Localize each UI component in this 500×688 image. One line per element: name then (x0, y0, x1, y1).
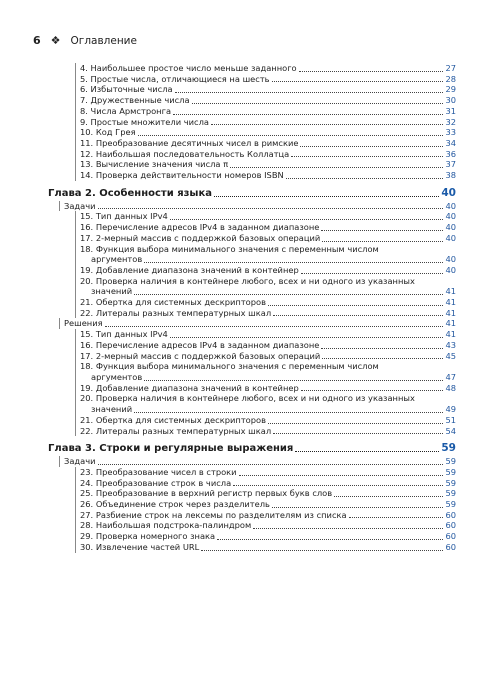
toc-entry[interactable] (80, 308, 456, 319)
indent-rule (75, 478, 76, 489)
indent-rule (75, 244, 76, 265)
toc-page-number[interactable]: 33 (445, 127, 456, 138)
toc-entry[interactable] (80, 233, 456, 244)
ornament-icon: ❖ (50, 34, 61, 47)
toc-page-number[interactable]: 31 (445, 105, 456, 116)
dot-leader (272, 507, 444, 508)
toc-entry-title: 13. Вычисление значения числа π (80, 159, 229, 170)
page-number: 6 (33, 34, 41, 47)
toc-page-number[interactable]: 49 (445, 404, 456, 415)
toc-entry[interactable] (80, 361, 456, 382)
indent-rule (75, 340, 76, 351)
toc-entry-title: 9. Простые множители числа (80, 116, 209, 127)
toc-page-number[interactable]: 51 (445, 414, 456, 425)
toc-page-number[interactable]: 40 (445, 222, 456, 233)
dot-leader (230, 167, 443, 168)
dot-leader (253, 528, 443, 529)
toc-entry[interactable] (80, 478, 456, 489)
dot-leader (268, 305, 443, 306)
toc-entry-title: 19. Добавление диапазона значений в контейнер (80, 264, 299, 275)
toc-entry-title-continuation: аргументов (91, 254, 143, 265)
toc-entry-title-continuation: значений (91, 404, 133, 415)
indent-rule (75, 426, 76, 437)
toc-entry[interactable] (80, 211, 456, 222)
toc-entry-title: 29. Проверка номерного знака (80, 531, 216, 542)
toc-chapter-entry[interactable] (48, 442, 456, 455)
indent-rule (75, 520, 76, 531)
toc-entry[interactable] (80, 531, 456, 542)
toc-page-number[interactable]: 40 (445, 211, 456, 222)
running-title: Оглавление (70, 34, 137, 47)
toc-entry-title: 15. Тип данных IPv4 (80, 329, 168, 340)
dot-leader (138, 135, 444, 136)
indent-rule (75, 393, 76, 414)
toc-entry[interactable] (80, 351, 456, 362)
dot-leader (322, 358, 443, 359)
dot-leader (173, 114, 443, 115)
toc-page-number[interactable]: 40 (445, 200, 456, 211)
dot-leader (301, 273, 444, 274)
indent-rule (75, 383, 76, 394)
toc-entry-title-continuation: аргументов (91, 371, 143, 382)
toc-entry-title: 24. Преобразование строк в числа (80, 477, 232, 488)
toc-entry-title: 5. Простые числа, отличающиеся на шесть (80, 73, 270, 84)
toc-entry-title: 6. Избыточные числа (80, 84, 173, 95)
toc-page-number[interactable]: 38 (445, 170, 456, 181)
toc-page-number[interactable]: 47 (445, 371, 456, 382)
indent-rule (75, 329, 76, 340)
toc-page-number[interactable]: 40 (445, 264, 456, 275)
dot-leader (272, 81, 444, 82)
indent-rule (75, 531, 76, 542)
toc-entry-title: 22. Литералы разных температурных шкал (80, 307, 272, 318)
toc-page-number[interactable]: 29 (445, 84, 456, 95)
toc-entry[interactable] (80, 467, 456, 478)
toc-entry[interactable] (80, 265, 456, 276)
indent-rule (75, 308, 76, 319)
toc-entry[interactable] (80, 117, 456, 128)
toc-entry-title: 15. Тип данных IPv4 (80, 211, 168, 222)
toc-page-number[interactable]: 54 (445, 425, 456, 436)
indent-rule (75, 351, 76, 362)
toc-page-number[interactable]: 43 (445, 339, 456, 350)
toc-entry[interactable] (80, 95, 456, 106)
indent-rule (75, 415, 76, 426)
indent-rule (75, 138, 76, 149)
toc-entry[interactable] (80, 149, 456, 160)
dot-leader (170, 337, 444, 338)
chapter-title: Глава 2. Особенности языка (48, 187, 213, 199)
toc-entry[interactable] (80, 74, 456, 85)
dot-leader (321, 230, 443, 231)
toc-page-number[interactable]: 41 (445, 297, 456, 308)
toc-entry-title: 21. Обертка для системных дескрипторов (80, 297, 266, 308)
dot-leader (295, 451, 439, 452)
toc-section-entry[interactable] (64, 456, 456, 467)
toc-entry-title: 21. Обертка для системных дескрипторов (80, 414, 266, 425)
toc-entry[interactable] (80, 170, 456, 181)
toc-entry-title: 17. 2-мерный массив с поддержкой базовых операций (80, 232, 321, 243)
toc-entry[interactable] (80, 106, 456, 117)
toc-entry[interactable] (80, 84, 456, 95)
toc-page-number[interactable]: 45 (445, 350, 456, 361)
toc-entry-title: 20. Проверка наличия в контейнере любого, всех и ни одного из указанных (80, 275, 415, 286)
toc-page-number[interactable]: 28 (445, 73, 456, 84)
toc-entry-title: 26. Объединение строк через разделитель (80, 499, 270, 510)
indent-rule (75, 63, 76, 74)
toc-page-number[interactable]: 59 (445, 477, 456, 488)
toc-entry[interactable] (80, 329, 456, 340)
toc-entry-title: 27. Разбиение строк на лексемы по разделителям из списка (80, 509, 347, 520)
indent-rule (75, 361, 76, 382)
toc-entry-title: 18. Функция выбора минимального значения с переменным числом (80, 361, 379, 372)
toc-entry[interactable] (80, 297, 456, 308)
toc-page-number[interactable]: 40 (445, 232, 456, 243)
toc-entry[interactable] (80, 63, 456, 74)
dot-leader (170, 219, 444, 220)
toc-entry-title: 7. Дружественные числа (80, 95, 190, 106)
indent-rule (75, 510, 76, 521)
toc-entry[interactable] (80, 222, 456, 233)
dot-leader (214, 196, 439, 197)
indent-rule (75, 159, 76, 170)
dot-leader (334, 496, 443, 497)
indent-rule (59, 201, 60, 212)
dot-leader (134, 294, 443, 295)
toc-entry-title: 25. Преобразование в верхний регистр первых букв слов (80, 488, 333, 499)
toc-section-entry[interactable] (64, 201, 456, 212)
dot-leader (273, 315, 443, 316)
indent-rule (75, 276, 76, 297)
dot-leader (144, 262, 443, 263)
toc-page-number[interactable]: 41 (445, 318, 456, 329)
toc-page-number[interactable]: 59 (445, 488, 456, 499)
dot-leader (239, 475, 444, 476)
toc-entry[interactable] (80, 488, 456, 499)
dot-leader (321, 348, 443, 349)
toc-entry[interactable] (80, 276, 456, 297)
indent-rule (75, 222, 76, 233)
toc-entry-title: 30. Извлечение частей URL (80, 541, 200, 552)
toc-entry[interactable] (80, 393, 456, 414)
toc-chapter-entry[interactable] (48, 187, 456, 200)
toc-entry-title: 16. Перечисление адресов IPv4 в заданном диапазоне (80, 222, 320, 233)
toc-entry[interactable] (80, 127, 456, 138)
indent-rule (59, 318, 60, 329)
indent-rule (59, 456, 60, 467)
chapter-title: Глава 3. Строки и регулярные выражения (48, 443, 294, 455)
toc-page-number[interactable]: 60 (445, 541, 456, 552)
toc-page-number[interactable]: 34 (445, 137, 456, 148)
dot-leader (217, 539, 443, 540)
toc-entry-title: 14. Проверка действительности номеров ISBN (80, 170, 284, 181)
toc-page-number[interactable]: 41 (445, 329, 456, 340)
dot-leader (291, 156, 443, 157)
dot-leader (175, 92, 444, 93)
indent-rule (75, 74, 76, 85)
dot-leader (144, 380, 443, 381)
section-title: Задачи (64, 200, 96, 211)
toc-entry-title: 18. Функция выбора минимального значения с переменным числом (80, 243, 379, 254)
dot-leader (349, 517, 444, 518)
indent-rule (75, 211, 76, 222)
toc-page-number[interactable]: 59 (445, 466, 456, 477)
toc-entry-title: 20. Проверка наличия в контейнере любого, всех и ни одного из указанных (80, 393, 415, 404)
toc-entry-title: 19. Добавление диапазона значений в контейнер (80, 382, 299, 393)
toc-page-number[interactable]: 59 (445, 499, 456, 510)
section-title: Решения (64, 318, 103, 329)
toc-page-number[interactable]: 60 (445, 509, 456, 520)
toc-entry[interactable] (80, 244, 456, 265)
toc-page-number[interactable]: 36 (445, 148, 456, 159)
toc-page-number[interactable]: 32 (445, 116, 456, 127)
indent-rule (75, 499, 76, 510)
toc-entry-title: 8. Числа Армстронга (80, 105, 172, 116)
toc-page-number[interactable]: 40 (445, 254, 456, 265)
toc-entry[interactable] (80, 499, 456, 510)
dot-leader (299, 71, 444, 72)
running-header (33, 34, 137, 47)
dot-leader (233, 485, 443, 486)
toc-entry-title: 16. Перечисление адресов IPv4 в заданном диапазоне (80, 339, 320, 350)
indent-rule (75, 488, 76, 499)
toc-entry-title: 11. Преобразование десятичных чисел в римские (80, 137, 299, 148)
dot-leader (286, 178, 444, 179)
toc-entry[interactable] (80, 520, 456, 531)
toc-entry-title: 4. Наибольшее простое число меньше заданного (80, 63, 297, 73)
toc-page-number[interactable]: 60 (445, 520, 456, 531)
indent-rule (75, 127, 76, 138)
dot-leader (268, 423, 443, 424)
indent-rule (75, 297, 76, 308)
dot-leader (105, 326, 444, 327)
toc-entry[interactable] (80, 426, 456, 437)
toc-entry-title: 22. Литералы разных температурных шкал (80, 425, 272, 436)
indent-rule (75, 233, 76, 244)
indent-rule (75, 265, 76, 276)
toc-entry[interactable] (80, 542, 456, 553)
indent-rule (75, 117, 76, 128)
dot-leader (192, 103, 444, 104)
toc-page-number[interactable]: 48 (445, 382, 456, 393)
dot-leader (98, 464, 444, 465)
toc-entry-title: 10. Код Грея (80, 127, 136, 138)
toc-entry[interactable] (80, 510, 456, 521)
toc-entry-title: 12. Наибольшая последовательность Коллатца (80, 148, 290, 159)
toc-entry[interactable] (80, 159, 456, 170)
section-title: Задачи (64, 456, 96, 467)
toc-page-number[interactable]: 30 (445, 95, 456, 106)
dot-leader (300, 146, 443, 147)
toc-entry[interactable] (80, 340, 456, 351)
toc-page-number[interactable]: 41 (445, 307, 456, 318)
dot-leader (211, 124, 443, 125)
toc-entry-title: 17. 2-мерный массив с поддержкой базовых операций (80, 350, 321, 361)
dot-leader (134, 412, 443, 413)
indent-rule (75, 149, 76, 160)
indent-rule (75, 84, 76, 95)
toc-page-number[interactable]: 60 (445, 531, 456, 542)
toc-page-number[interactable]: 59 (441, 442, 456, 455)
toc-entry[interactable] (80, 138, 456, 149)
toc-page-number[interactable]: 27 (445, 63, 456, 73)
indent-rule (75, 106, 76, 117)
toc-entry-title: 23. Преобразование чисел в строки (80, 466, 237, 477)
dot-leader (322, 241, 443, 242)
dot-leader (301, 390, 444, 391)
table-of-contents (0, 63, 500, 553)
toc-entry[interactable] (80, 415, 456, 426)
toc-page-number[interactable]: 40 (441, 186, 456, 199)
toc-page-number[interactable]: 59 (445, 456, 456, 467)
indent-rule (75, 467, 76, 478)
indent-rule (75, 542, 76, 553)
indent-rule (75, 95, 76, 106)
toc-entry[interactable] (80, 383, 456, 394)
toc-entry-title: 28. Наибольшая подстрока-палиндром (80, 520, 252, 531)
toc-section-entry[interactable] (64, 318, 456, 329)
toc-page-number[interactable]: 37 (445, 159, 456, 170)
toc-page-number[interactable]: 41 (445, 286, 456, 297)
indent-rule (75, 170, 76, 181)
dot-leader (201, 550, 443, 551)
toc-entry-title-continuation: значений (91, 286, 133, 297)
dot-leader (273, 433, 443, 434)
dot-leader (98, 208, 444, 209)
